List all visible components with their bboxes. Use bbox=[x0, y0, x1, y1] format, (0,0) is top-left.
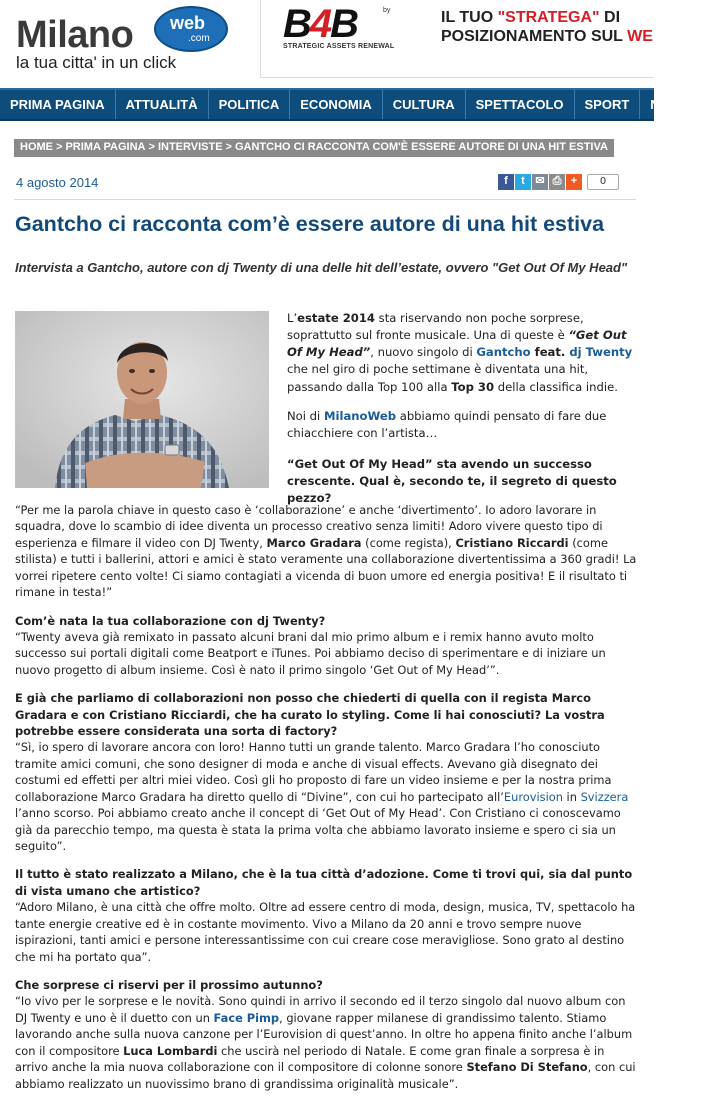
logo-tagline: la tua citta' in un click bbox=[16, 53, 177, 72]
question-1: “Get Out Of My Head” sta avendo un successo crescente. Qual è, secondo te, il segreto di questo pezzo? bbox=[287, 457, 617, 505]
more-share-icon[interactable]: + bbox=[566, 174, 582, 190]
intro-paragraph-2 bbox=[287, 408, 637, 442]
intro-song-title: “Get Out Of My Head” bbox=[287, 328, 627, 360]
answer-text: (come regista), bbox=[361, 535, 456, 550]
intro-bold: estate 2014 bbox=[297, 311, 375, 325]
nav-item-cultura[interactable]: CULTURA bbox=[383, 90, 466, 119]
breadcrumb bbox=[14, 139, 614, 157]
banner-slogan-1: IL TUO bbox=[441, 9, 498, 26]
logo-bubble-web: web bbox=[170, 13, 206, 33]
answer-text: “Per me la parola chiave in questo caso è ‘collaborazione’ e anche ‘divertimento’. Io adoro lavorare in squadra, dove lo scambio di idee diventa un processo creativo senza limiti! Adoro vivere questo tipo di esperienza e filmare il video con DJ Twenty, bbox=[15, 503, 603, 550]
gantcho-link[interactable]: Gantcho bbox=[476, 345, 531, 360]
article-intro bbox=[287, 310, 637, 454]
banner-slogan-2: DI bbox=[599, 9, 621, 26]
face-pimp-link[interactable]: Face Pimp bbox=[213, 1010, 280, 1025]
nav-item-spettacolo[interactable]: SPETTACOLO bbox=[466, 90, 575, 119]
nav-item-politica[interactable]: POLITICA bbox=[209, 90, 291, 119]
site-header bbox=[0, 0, 654, 80]
answer-3 bbox=[15, 739, 640, 854]
banner-slogan-highlight: "STRATEGA" bbox=[497, 9, 600, 26]
intro-bold: feat. bbox=[530, 345, 570, 360]
breadcrumb-prima-pagina[interactable]: PRIMA PAGINA bbox=[65, 141, 146, 154]
answer-text: che uscirà nel periodo di Natale. E come gran finale a sorpresa è in arrivo anche la mia nuova collaborazione con il compositore di colonne sonore bbox=[15, 1043, 605, 1075]
answer-text: (come stilista) e tutti i ballerini, attori e amici è stato veramente una collaborazione divertentissima a 360 gradi! La vorrei ripetere cento volte! Ci siamo contagiati a vicenda di buon umore ed energia positiva! E il risultato ti rimane in testa!” bbox=[15, 535, 637, 600]
answer-bold: Marco Gradara bbox=[266, 535, 362, 550]
main-nav bbox=[0, 88, 702, 121]
answer-text: “Sì, io spero di lavorare ancora con loro! Hanno tutti un grande talento. Marco Gradara l’ho conosciuto tramite amici comuni, che sono designer di moda e anche di visual effects. Avevano già disegnato dei costumi ed effetti per altri miei video. Così gli ho proposto di fare un video insieme e per la nostra prima collaborazione Marco Gradara ha diretto quello di “Divine”, con cui ho partecipato all’ bbox=[15, 740, 612, 804]
dj-twenty-link[interactable]: dj Twenty bbox=[569, 345, 633, 360]
nav-item-sport[interactable]: SPORT bbox=[575, 90, 641, 119]
answer-5 bbox=[15, 993, 640, 1092]
question-3: E già che parliamo di collaborazioni non posso che chiederti di quella con il regista Marco Gradara e con Cristiano Ricciardi, che ha curato lo styling. Come li hai conosciuti? La vostra potrebbe essere considerata una sorta di factory? bbox=[15, 691, 605, 739]
milanoweb-logo[interactable] bbox=[14, 6, 234, 78]
answer-text: , giovane rapper milanese di grandissimo talento. Stiamo lavorando anche sulla nuova canzone per l’Eurovision di quest’anno. In oltre ho appena finito anche l’album con il compositore bbox=[15, 1010, 633, 1058]
banner-logo-b: B bbox=[283, 2, 310, 46]
article-body bbox=[15, 502, 640, 1104]
answer-4: “Adoro Milano, è una città che offre molto. Oltre ad essere centro di moda, design, musica, TV, spettacolo ha tante energie creative ed è in costante movimento. Vivo a Milano da 20 anni e trovo sempre nuove ispirazioni, tanti amici e persone interessantissime con cui creare cose meravigliose. Sono grato al destino che mi ha portato qua”. bbox=[15, 900, 636, 964]
email-share-icon[interactable]: ✉ bbox=[532, 174, 548, 190]
intro-text: sta riservando non poche sorprese, soprattutto sul fronte musicale. Una di queste è bbox=[287, 311, 584, 343]
intro-bold: Top 30 bbox=[451, 379, 495, 394]
banner-brand-logo bbox=[283, 4, 357, 44]
article-photo[interactable] bbox=[15, 311, 269, 488]
twitter-share-icon[interactable]: t bbox=[515, 174, 531, 190]
share-bar bbox=[498, 173, 619, 191]
answer-1 bbox=[15, 502, 640, 601]
answer-text: “Io vivo per le sorprese e le novità. Sono quindi in arrivo il secondo ed il terzo singolo dal nuovo album con DJ Twenty e uno è il duetto con un bbox=[15, 994, 626, 1025]
breadcrumb-separator: > bbox=[56, 141, 63, 154]
breadcrumb-interviste[interactable]: INTERVISTE bbox=[157, 141, 223, 154]
nav-item-attualita[interactable]: ATTUALITÀ bbox=[116, 90, 209, 119]
answer-bold: Luca Lombardi bbox=[123, 1043, 218, 1058]
nav-item-prima-pagina[interactable]: PRIMA PAGINA bbox=[0, 90, 116, 119]
logo-bubble-com: .com bbox=[188, 33, 210, 44]
breadcrumb-current: GANTCHO CI RACCONTA COM'È ESSERE AUTORE DI UNA HIT ESTIVA bbox=[234, 141, 608, 154]
banner-by: by bbox=[383, 7, 391, 14]
breadcrumb-separator: > bbox=[148, 141, 155, 154]
question-2: Com’è nata la tua collaborazione con dj Twenty? bbox=[15, 613, 326, 628]
svizzera-link[interactable]: Svizzera bbox=[580, 789, 629, 804]
banner-logo-4: 4 bbox=[309, 2, 331, 46]
intro-text: Noi di bbox=[287, 408, 324, 423]
eurovision-link[interactable]: Eurovision bbox=[503, 789, 563, 804]
intro-text: L’ bbox=[287, 311, 298, 325]
article-date: 4 agosto 2014 bbox=[16, 175, 99, 190]
answer-bold: Cristiano Riccardi bbox=[455, 535, 569, 550]
print-icon[interactable]: ⎙ bbox=[549, 174, 565, 190]
divider bbox=[14, 199, 636, 200]
question-5: Che sorprese ci riservi per il prossimo autunno? bbox=[15, 977, 323, 992]
share-count: 0 bbox=[587, 174, 619, 190]
intro-paragraph-1 bbox=[287, 310, 637, 396]
intro-text: abbiamo quindi pensato di fare due chiacchiere con l’artista… bbox=[287, 408, 607, 440]
intro-text: , nuovo singolo di bbox=[370, 345, 477, 360]
breadcrumb-home[interactable]: HOME bbox=[20, 141, 53, 154]
answer-bold: Stefano Di Stefano bbox=[466, 1060, 588, 1075]
answer-text: , con cui abbiamo realizzato un nuovissimo brano di grandissima originalità musicale”. bbox=[15, 1060, 636, 1091]
banner-slogan-3-red: WE bbox=[627, 28, 653, 46]
gantcho-portrait-image bbox=[15, 311, 269, 488]
article-subtitle: Intervista a Gantcho, autore con dj Twenty di una delle hit dell’estate, ovvero "Get Out Of My Head" bbox=[15, 260, 628, 275]
banner-subtitle: STRATEGIC ASSETS RENEWAL bbox=[283, 43, 395, 50]
intro-text: della classifica indie. bbox=[494, 379, 618, 394]
intro-text: che nel giro di poche settimane è diventata una hit, passando dalla Top 100 alla bbox=[287, 362, 589, 394]
logo-bubble bbox=[154, 6, 228, 52]
breadcrumb-separator: > bbox=[225, 141, 232, 154]
milanoweb-link[interactable]: MilanoWeb bbox=[323, 408, 397, 423]
logo-wordmark: Milano bbox=[16, 14, 134, 56]
question-4: Il tutto è stato realizzato a Milano, che è la tua città d’adozione. Come ti trovi qui, sia dal punto di vista umano che artistico? bbox=[15, 867, 633, 898]
article-title: Gantcho ci racconta com’è essere autore di una hit estiva bbox=[15, 212, 605, 236]
answer-text: l’anno scorso. Poi abbiamo creato anche il concept di ‘Get Out of My Head’. Con Cristiano ci conoscevamo già da parecchio tempo, ma questa è stata la prima volta che abbiamo lavorato insieme e spero ci sia un seguito”. bbox=[15, 806, 621, 854]
facebook-share-icon[interactable]: f bbox=[498, 174, 514, 190]
banner-logo-b2: B bbox=[330, 2, 358, 46]
banner-slogan-3: POSIZIONAMENTO SUL bbox=[441, 28, 628, 46]
answer-text: in bbox=[562, 789, 581, 804]
nav-item-economia[interactable]: ECONOMIA bbox=[290, 90, 383, 119]
ad-banner[interactable] bbox=[260, 0, 654, 78]
banner-slogan bbox=[441, 8, 653, 46]
nav-item-notizie[interactable]: NOTIZIE bbox=[650, 96, 702, 112]
answer-2: “Twenty aveva già remixato in passato alcuni brani dal mio primo album e i remix hanno avuto molto successo sui portali digitali come Beatport e iTunes. Poi abbiamo deciso di sperimentare e di iniziare un nuovo progetto di album insieme. Così è nato il primo singolo ‘Get Out of My Head’”. bbox=[15, 629, 606, 677]
